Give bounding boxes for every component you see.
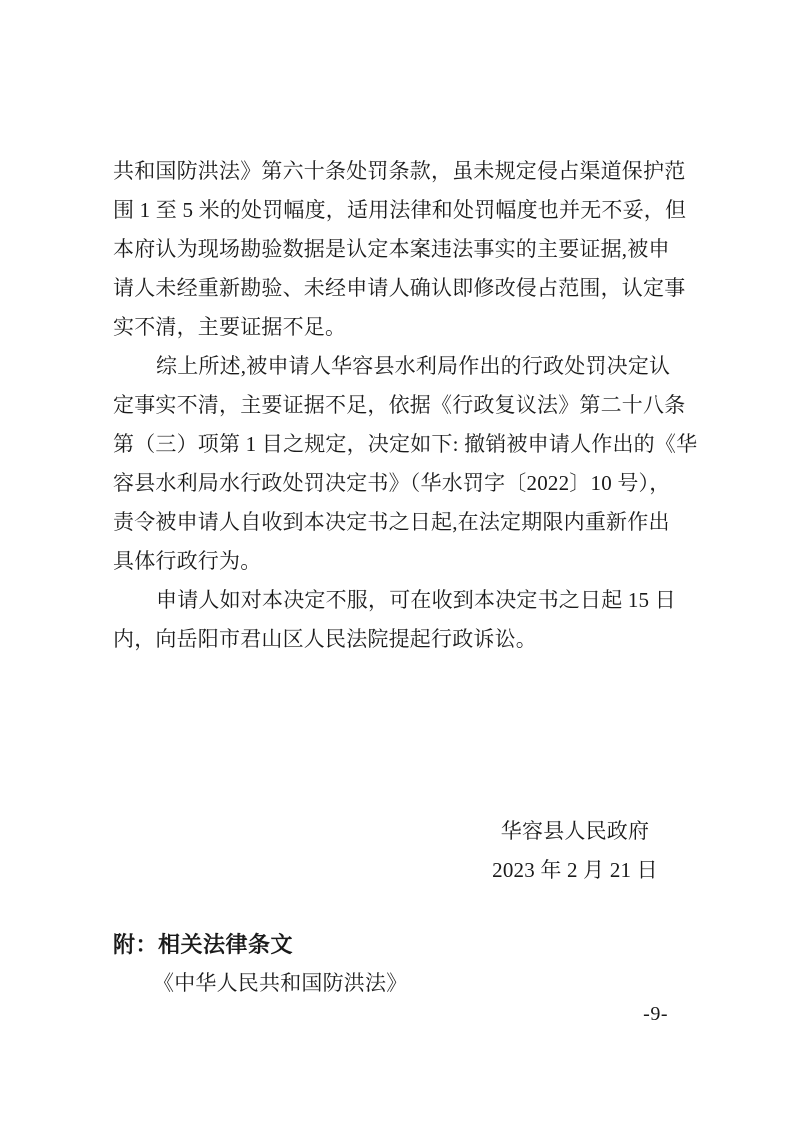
body-line: 实不清，主要证据不足。 bbox=[113, 315, 347, 339]
page-number: -9- bbox=[643, 1003, 668, 1025]
body-line: 综上所述,被申请人华容县水利局作出的行政处罚决定认 bbox=[156, 354, 671, 378]
body-line: 定事实不清，主要证据不足，依据《行政复议法》第二十八条 bbox=[113, 393, 686, 417]
signature-block bbox=[400, 812, 750, 890]
attachment-section bbox=[113, 925, 683, 1003]
document-body bbox=[113, 152, 698, 659]
issuer-name: 华容县人民政府 bbox=[500, 819, 650, 843]
body-line: 容县水利局水行政处罚决定书》（华水罚字〔2022〕10 号）， bbox=[113, 471, 671, 495]
attachment-reference: 《中华人民共和国防洪法》 bbox=[153, 971, 408, 995]
body-line: 本府认为现场勘验数据是认定本案违法事实的主要证据,被申 bbox=[113, 237, 670, 261]
body-line: 具体行政行为。 bbox=[113, 549, 262, 573]
attachment-heading: 附：相关法律条文 bbox=[113, 932, 294, 957]
body-line: 责令被申请人自收到本决定书之日起,在法定期限内重新作出 bbox=[113, 510, 670, 534]
body-line: 申请人如对本决定不服，可在收到本决定书之日起 15 日 bbox=[156, 588, 676, 612]
body-line: 请人未经重新勘验、未经申请人确认即修改侵占范围，认定事 bbox=[113, 276, 686, 300]
body-line: 围 1 至 5 米的处罚幅度，适用法律和处罚幅度也并无不妥，但 bbox=[113, 198, 687, 222]
body-line: 共和国防洪法》第六十条处罚条款，虽未规定侵占渠道保护范 bbox=[113, 159, 686, 183]
body-line: 内，向岳阳市君山区人民法院提起行政诉讼。 bbox=[113, 627, 537, 651]
body-line: 第（三）项第 1 目之规定，决定如下: 撤销被申请人作出的《华 bbox=[113, 432, 698, 456]
decision-date: 2023 年 2 月 21 日 bbox=[492, 858, 658, 882]
